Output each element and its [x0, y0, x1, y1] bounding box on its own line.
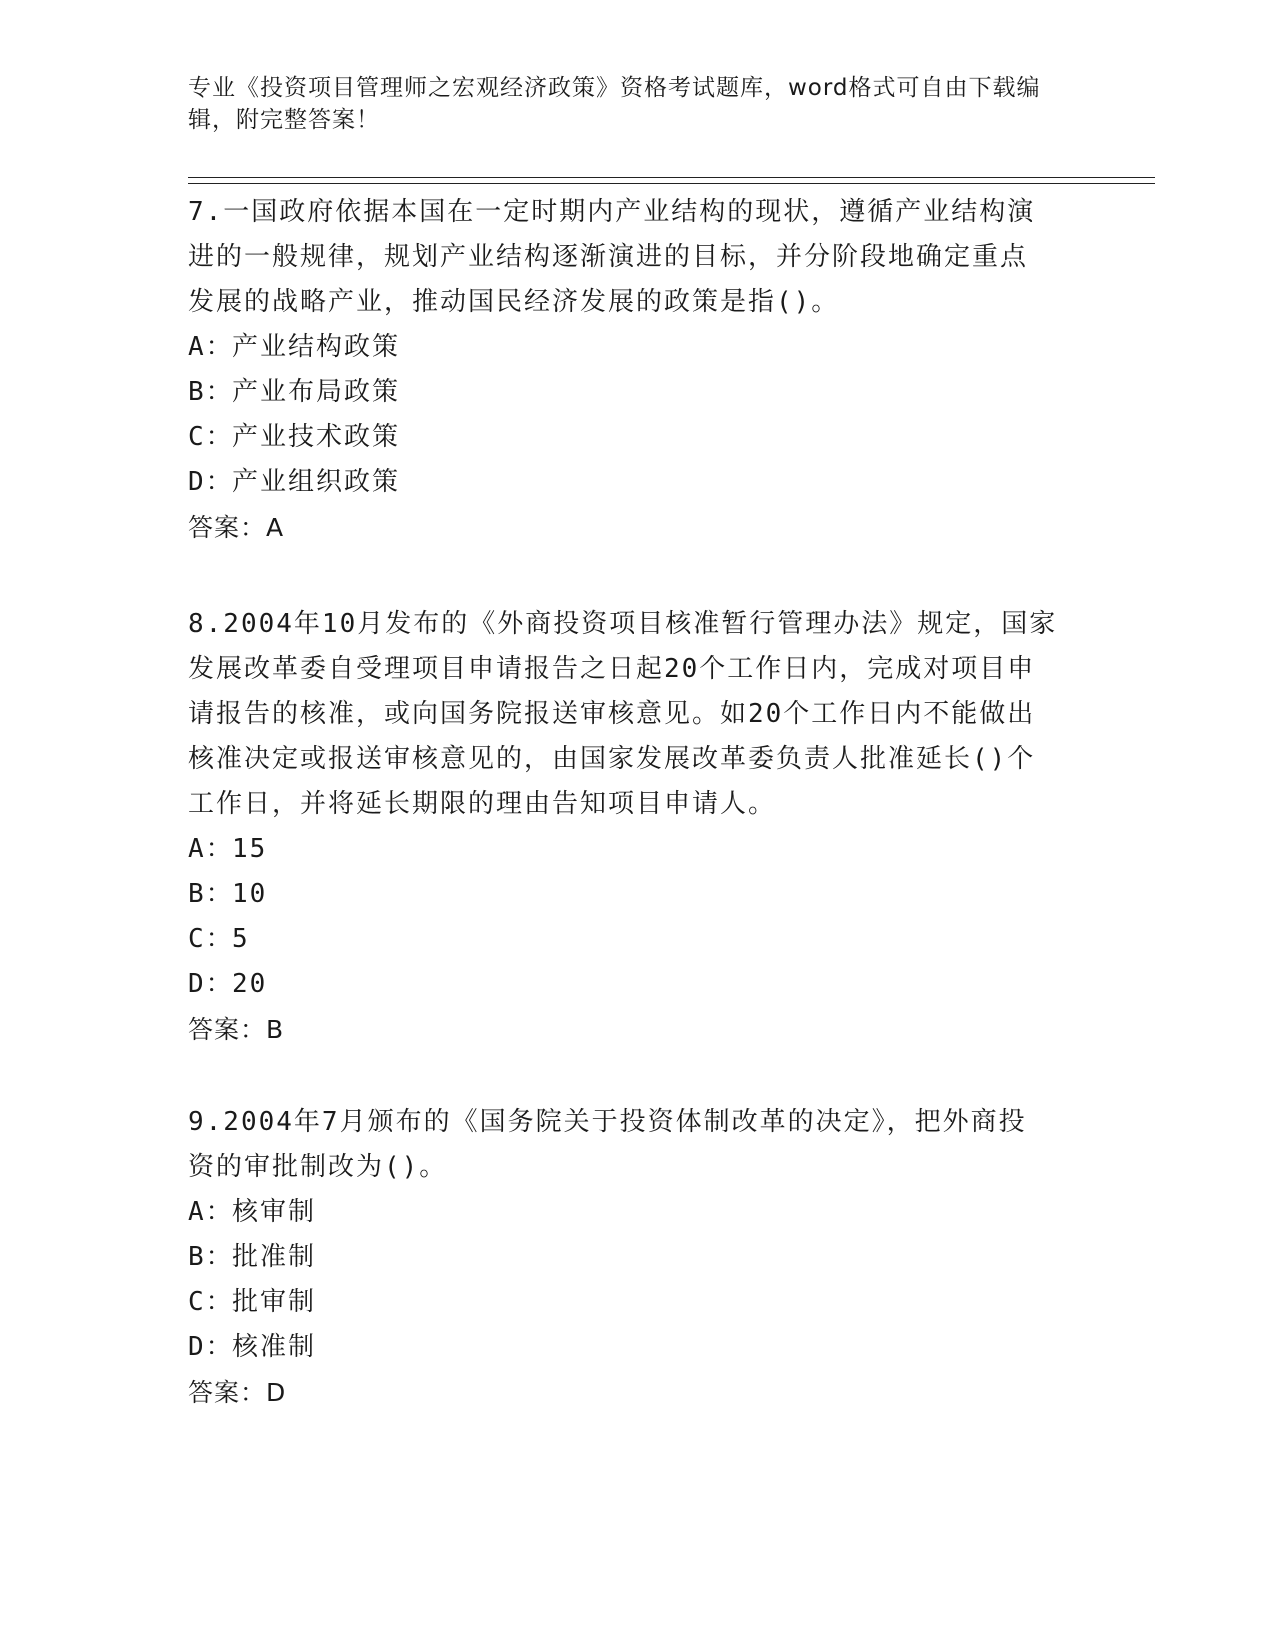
option-text: 核准制 — [232, 1332, 317, 1362]
question-stem — [188, 600, 1088, 827]
option-key: D： — [188, 1332, 234, 1362]
stem-line: 7.一国政府依据本国在一定时期内产业结构的现状，遵循产业结构演 — [188, 197, 1036, 227]
answer-line: 答案：D — [188, 1378, 287, 1407]
header-line-1: 专业《投资项目管理师之宏观经济政策》资格考试题库，word格式可自由下载编 — [188, 75, 1041, 101]
option-text: 产业结构政策 — [232, 332, 401, 362]
stem-line: 8.2004年10月发布的《外商投资项目核准暂行管理办法》规定，国家 — [188, 609, 1058, 639]
option-text: 5 — [232, 924, 250, 954]
stem-line: 发展的战略产业，推动国民经济发展的政策是指()。 — [188, 287, 840, 317]
option-c — [188, 917, 1088, 962]
option-b — [188, 1235, 1088, 1280]
option-c — [188, 415, 1088, 460]
question-7 — [188, 188, 1088, 550]
option-text: 产业技术政策 — [232, 422, 401, 452]
option-key: D： — [188, 969, 234, 999]
option-b — [188, 370, 1088, 415]
question-9 — [188, 1098, 1088, 1415]
answer-line: 答案：B — [188, 1015, 285, 1044]
stem-line: 资的审批制改为()。 — [188, 1152, 448, 1182]
option-key: C： — [188, 422, 234, 452]
document-header — [188, 72, 1068, 136]
stem-line: 发展改革委自受理项目申请报告之日起20个工作日内，完成对项目申 — [188, 654, 1036, 684]
option-key: A： — [188, 1197, 234, 1227]
option-key: C： — [188, 924, 234, 954]
option-key: D： — [188, 467, 234, 497]
option-text: 20 — [232, 969, 268, 999]
option-text: 15 — [232, 834, 268, 864]
option-a — [188, 325, 1088, 370]
header-line-2: 辑，附完整答案！ — [188, 107, 380, 133]
option-text: 核审制 — [232, 1197, 317, 1227]
option-c — [188, 1280, 1088, 1325]
option-text: 产业布局政策 — [232, 377, 401, 407]
question-stem — [188, 188, 1088, 325]
option-text: 10 — [232, 879, 268, 909]
header-divider-top — [188, 177, 1155, 178]
header-divider-bottom — [188, 183, 1155, 184]
option-d — [188, 460, 1088, 505]
stem-line: 进的一般规律，规划产业结构逐渐演进的目标，并分阶段地确定重点 — [188, 242, 1029, 272]
option-text: 批审制 — [232, 1287, 317, 1317]
option-a — [188, 827, 1088, 872]
option-key: A： — [188, 834, 234, 864]
option-key: B： — [188, 1242, 234, 1272]
option-key: A： — [188, 332, 234, 362]
option-d — [188, 1325, 1088, 1370]
question-stem — [188, 1098, 1088, 1190]
answer-line: 答案：A — [188, 513, 285, 542]
option-text: 批准制 — [232, 1242, 317, 1272]
stem-line: 请报告的核准，或向国务院报送审核意见。如20个工作日内不能做出 — [188, 699, 1036, 729]
stem-line: 核准决定或报送审核意见的，由国家发展改革委负责人批准延长()个 — [188, 744, 1036, 774]
option-key: C： — [188, 1287, 234, 1317]
option-key: B： — [188, 377, 234, 407]
option-key: B： — [188, 879, 234, 909]
stem-line: 工作日，并将延长期限的理由告知项目申请人。 — [188, 789, 777, 819]
question-8 — [188, 600, 1088, 1052]
option-text: 产业组织政策 — [232, 467, 401, 497]
option-a — [188, 1190, 1088, 1235]
option-b — [188, 872, 1088, 917]
option-d — [188, 962, 1088, 1007]
stem-line: 9.2004年7月颁布的《国务院关于投资体制改革的决定》，把外商投 — [188, 1107, 1027, 1137]
